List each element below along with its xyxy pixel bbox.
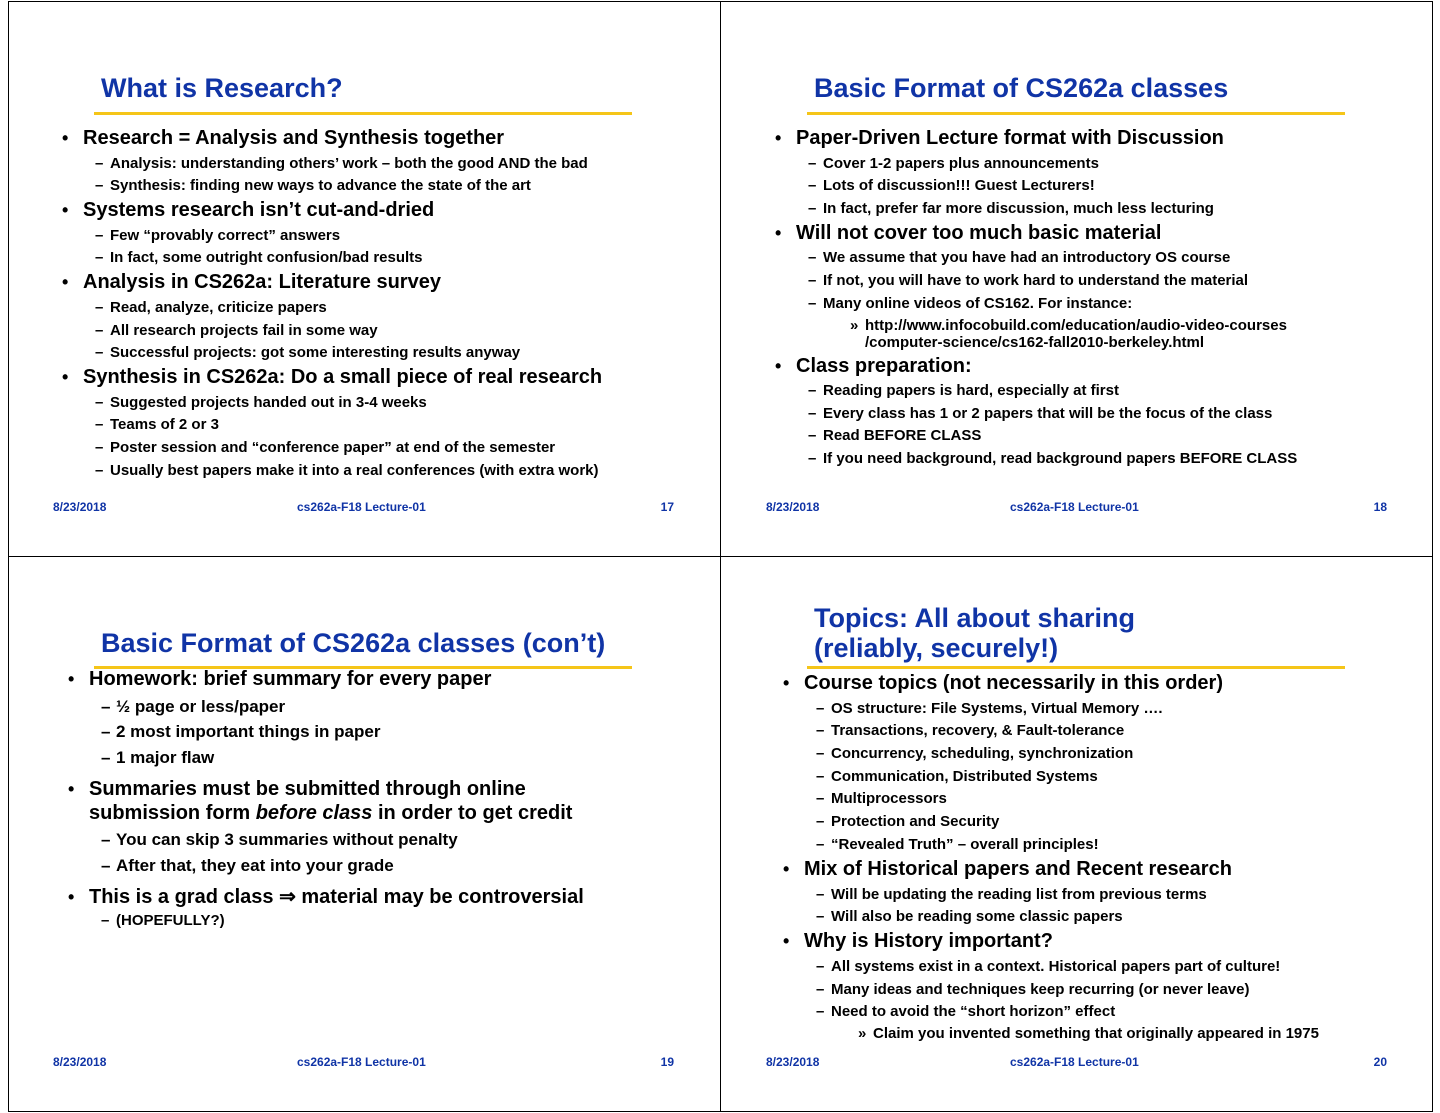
sub-bullet: – Concurrency, scheduling, synchronization — [777, 745, 1425, 763]
slide-content — [62, 661, 712, 930]
sub-bullet: – You can skip 3 summaries without penalty — [62, 830, 712, 850]
sub-bullet: – Reading papers is hard, especially at first — [769, 382, 1425, 400]
bullet-line-2-pre: submission form — [89, 801, 256, 824]
sub-bullet: – Few “provably correct” answers — [56, 227, 712, 245]
sub-bullet: – Suggested projects handed out in 3-4 weeks — [56, 394, 712, 412]
sub-bullet: – All research projects fail in some way — [56, 322, 712, 340]
sub-bullet: – (HOPEFULLY?) — [62, 912, 712, 930]
footer-page-number: 20 — [1373, 1055, 1387, 1069]
footer-date: 8/23/2018 — [766, 1055, 820, 1069]
footer-date: 8/23/2018 — [766, 500, 820, 514]
sub-bullet: – Many online videos of CS162. For instance: — [769, 295, 1425, 313]
sub-bullet: – Will also be reading some classic papers — [777, 908, 1425, 926]
slide-content — [56, 123, 712, 480]
sub-bullet: – 2 most important things in paper — [62, 722, 712, 742]
link-line-1: http://www.infocobuild.com/education/audio-video-courses — [865, 316, 1287, 334]
footer-page-number: 18 — [1373, 500, 1387, 514]
bullet: • Synthesis in CS262a: Do a small piece of real research — [56, 365, 712, 389]
slide-footer — [721, 1055, 1433, 1071]
footer-course: cs262a-F18 Lecture-01 — [1010, 500, 1139, 514]
sub-bullet: – Communication, Distributed Systems — [777, 768, 1425, 786]
sub-sub-bullet-link — [769, 317, 1425, 351]
sub-bullet: – Read, analyze, criticize papers — [56, 299, 712, 317]
sub-bullet: – After that, they eat into your grade — [62, 856, 712, 876]
bullet — [62, 777, 712, 825]
slide-content — [777, 668, 1425, 1042]
footer-course: cs262a-F18 Lecture-01 — [297, 1055, 426, 1069]
sub-bullet: – Cover 1-2 papers plus announcements — [769, 155, 1425, 173]
sub-bullet: – Multiprocessors — [777, 790, 1425, 808]
sub-bullet: – Lots of discussion!!! Guest Lecturers! — [769, 177, 1425, 195]
footer-date: 8/23/2018 — [53, 1055, 107, 1069]
slide-20 — [721, 557, 1433, 1111]
sub-bullet: – In fact, some outright confusion/bad results — [56, 249, 712, 267]
title-line-2: (reliably, securely!) — [814, 633, 1059, 663]
sub-bullet: – Transactions, recovery, & Fault-tolerance — [777, 722, 1425, 740]
slide-footer — [8, 500, 720, 516]
slide-title: Basic Format of CS262a classes — [814, 73, 1229, 103]
sub-bullet: – In fact, prefer far more discussion, much less lecturing — [769, 200, 1425, 218]
slide-title: Basic Format of CS262a classes (con’t) — [101, 628, 606, 658]
emphasis-text: before class — [255, 801, 373, 824]
sub-bullet: – ½ page or less/paper — [62, 697, 712, 717]
sub-bullet: – Teams of 2 or 3 — [56, 416, 712, 434]
footer-date: 8/23/2018 — [53, 500, 107, 514]
sub-bullet: – Poster session and “conference paper” at end of the semester — [56, 439, 712, 457]
footer-page-number: 19 — [660, 1055, 674, 1069]
footer-course: cs262a-F18 Lecture-01 — [297, 500, 426, 514]
sub-bullet: – Many ideas and techniques keep recurring (or never leave) — [777, 981, 1425, 999]
sub-bullet: – If not, you will have to work hard to understand the material — [769, 272, 1425, 290]
bullet: • Mix of Historical papers and Recent research — [777, 857, 1425, 881]
bullet: • This is a grad class ⇒ material may be controversial — [62, 885, 712, 909]
slide-title — [814, 603, 1135, 663]
footer-course: cs262a-F18 Lecture-01 — [1010, 1055, 1139, 1069]
sub-bullet: – If you need background, read background papers BEFORE CLASS — [769, 450, 1425, 468]
sub-bullet: – Successful projects: got some interesting results anyway — [56, 344, 712, 362]
bullet: • Course topics (not necessarily in this order) — [777, 671, 1425, 695]
slide-footer — [8, 1055, 720, 1071]
sub-bullet: – All systems exist in a context. Historical papers part of culture! — [777, 958, 1425, 976]
footer-page-number: 17 — [660, 500, 674, 514]
sub-bullet: – We assume that you have had an introductory OS course — [769, 249, 1425, 267]
title-line-1: Topics: All about sharing — [814, 603, 1136, 633]
title-underline — [94, 112, 632, 115]
sub-bullet: – Analysis: understanding others’ work – both the good AND the bad — [56, 155, 712, 173]
sub-bullet: – Protection and Security — [777, 813, 1425, 831]
slide-content — [769, 123, 1425, 468]
bullet: • Homework: brief summary for every paper — [62, 667, 712, 691]
sub-bullet: – Read BEFORE CLASS — [769, 427, 1425, 445]
bullet: • Why is History important? — [777, 929, 1425, 953]
sub-bullet: – OS structure: File Systems, Virtual Memory …. — [777, 700, 1425, 718]
bullet-line-2-post: in order to get credit — [372, 801, 573, 824]
slide-title: What is Research? — [101, 73, 343, 103]
bullet: • Analysis in CS262a: Literature survey — [56, 270, 712, 294]
slide-footer — [721, 500, 1433, 516]
bullet: • Research = Analysis and Synthesis together — [56, 126, 712, 150]
bullet-line-1: Summaries must be submitted through online — [89, 777, 526, 800]
sub-bullet: – 1 major flaw — [62, 748, 712, 768]
bullet: • Paper-Driven Lecture format with Discussion — [769, 126, 1425, 150]
sub-bullet: – Synthesis: finding new ways to advance the state of the art — [56, 177, 712, 195]
slide-18 — [721, 2, 1433, 556]
sub-bullet: – Every class has 1 or 2 papers that will be the focus of the class — [769, 405, 1425, 423]
bullet: • Class preparation: — [769, 354, 1425, 378]
sub-bullet: – Usually best papers make it into a real conferences (with extra work) — [56, 462, 712, 480]
bullet: • Will not cover too much basic material — [769, 221, 1425, 245]
link-line-2: /computer-science/cs162-fall2010-berkeley.html — [865, 333, 1205, 351]
slide-19 — [8, 557, 720, 1111]
sub-bullet: – “Revealed Truth” – overall principles! — [777, 836, 1425, 854]
sub-sub-bullet: » Claim you invented something that originally appeared in 1975 — [777, 1025, 1425, 1042]
slide-17 — [8, 2, 720, 556]
sub-bullet: – Will be updating the reading list from previous terms — [777, 886, 1425, 904]
bullet: • Systems research isn’t cut-and-dried — [56, 198, 712, 222]
sub-bullet: – Need to avoid the “short horizon” effect — [777, 1003, 1425, 1021]
title-underline — [807, 112, 1345, 115]
